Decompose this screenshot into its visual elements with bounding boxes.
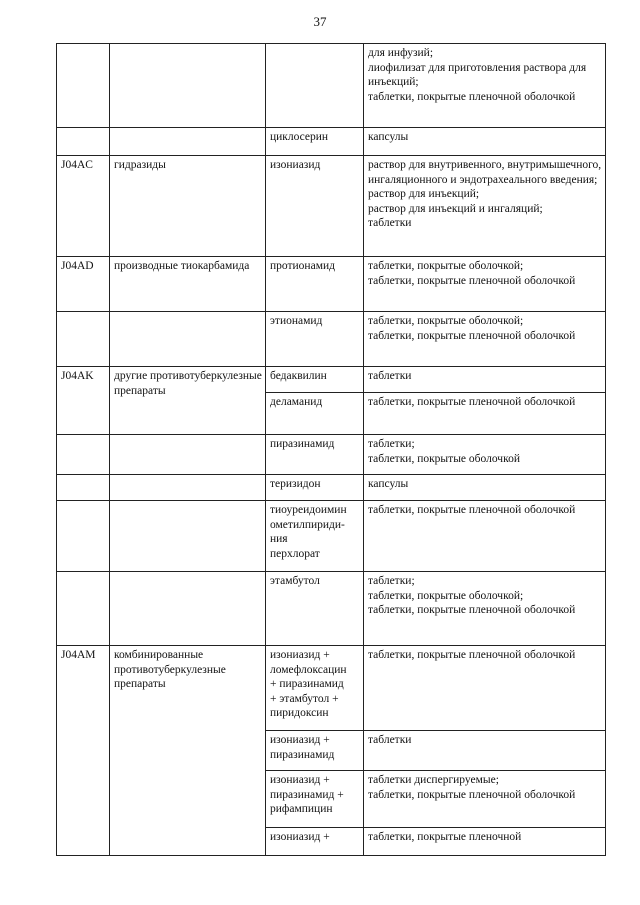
dosage-form-cell: таблетки [364,367,606,393]
drug-cell: этионамид [266,312,364,367]
dosage-form-cell: таблетки; таблетки, покрытые оболочкой [364,435,606,475]
drug-cell: протионамид [266,257,364,312]
group-cell [110,572,266,646]
atc-code-cell [57,312,110,367]
dosage-form-cell: таблетки, покрытые оболочкой; таблетки, покрытые пленочной оболочкой [364,312,606,367]
dosage-form-cell: таблетки; таблетки, покрытые оболочкой; таблетки, покрытые пленочной оболочкой [364,572,606,646]
table-row [57,501,606,572]
dosage-form-cell: капсулы [364,128,606,156]
dosage-form-cell: раствор для внутривенного, внутримышечного, ингаляционного и эндотрахеального введения; раствор для инъекций; раствор для инъекций и ингаляций; таблетки [364,156,606,257]
dosage-form-cell: для инфузий; лиофилизат для приготовления раствора для инъекций; таблетки, покрытые пленочной оболочкой [364,44,606,128]
drug-cell: изониазид + пиразинамид + рифампицин [266,771,364,828]
table-row [57,646,606,731]
drug-cell: циклосерин [266,128,364,156]
group-cell: комбинированные противотуберкулезные препараты [110,646,266,856]
dosage-form-cell: таблетки, покрытые пленочной оболочкой [364,393,606,435]
table-row [57,44,606,128]
drug-cell: изониазид + ломефлоксацин + пиразинамид + этамбутол + пиридоксин [266,646,364,731]
dosage-form-cell: таблетки, покрытые пленочной [364,828,606,856]
medication-table [56,43,606,856]
group-cell: гидразиды [110,156,266,257]
group-cell [110,501,266,572]
group-cell [110,312,266,367]
group-cell [110,435,266,475]
atc-code-cell: J04AD [57,257,110,312]
group-cell: производные тиокарбамида [110,257,266,312]
atc-code-cell: J04AM [57,646,110,856]
atc-code-cell: J04AC [57,156,110,257]
drug-cell: пиразинамид [266,435,364,475]
dosage-form-cell: таблетки диспергируемые; таблетки, покрытые пленочной оболочкой [364,771,606,828]
drug-cell: изониазид + пиразинамид [266,731,364,771]
drug-cell [266,44,364,128]
table-row [57,257,606,312]
drug-cell: изониазид [266,156,364,257]
dosage-form-cell: таблетки, покрытые пленочной оболочкой [364,646,606,731]
dosage-form-cell: капсулы [364,475,606,501]
drug-cell: изониазид + [266,828,364,856]
table-row [57,435,606,475]
table-row [57,128,606,156]
group-cell: другие противотуберкулезные препараты [110,367,266,435]
atc-code-cell [57,435,110,475]
atc-code-cell: J04AK [57,367,110,435]
medication-table-body [57,44,606,856]
drug-cell: бедаквилин [266,367,364,393]
atc-code-cell [57,128,110,156]
page-number: 37 [313,14,327,29]
table-row [57,156,606,257]
dosage-form-cell: таблетки, покрытые оболочкой; таблетки, покрытые пленочной оболочкой [364,257,606,312]
atc-code-cell [57,475,110,501]
table-row [57,572,606,646]
drug-cell: деламанид [266,393,364,435]
table-row [57,475,606,501]
table-row [57,367,606,393]
group-cell [110,44,266,128]
dosage-form-cell: таблетки [364,731,606,771]
dosage-form-cell: таблетки, покрытые пленочной оболочкой [364,501,606,572]
drug-cell: теризидон [266,475,364,501]
table-row [57,312,606,367]
atc-code-cell [57,501,110,572]
atc-code-cell [57,572,110,646]
drug-cell: тиоуреидоимин ометилпириди- ния перхлорат [266,501,364,572]
drug-cell: этамбутол [266,572,364,646]
atc-code-cell [57,44,110,128]
group-cell [110,475,266,501]
group-cell [110,128,266,156]
